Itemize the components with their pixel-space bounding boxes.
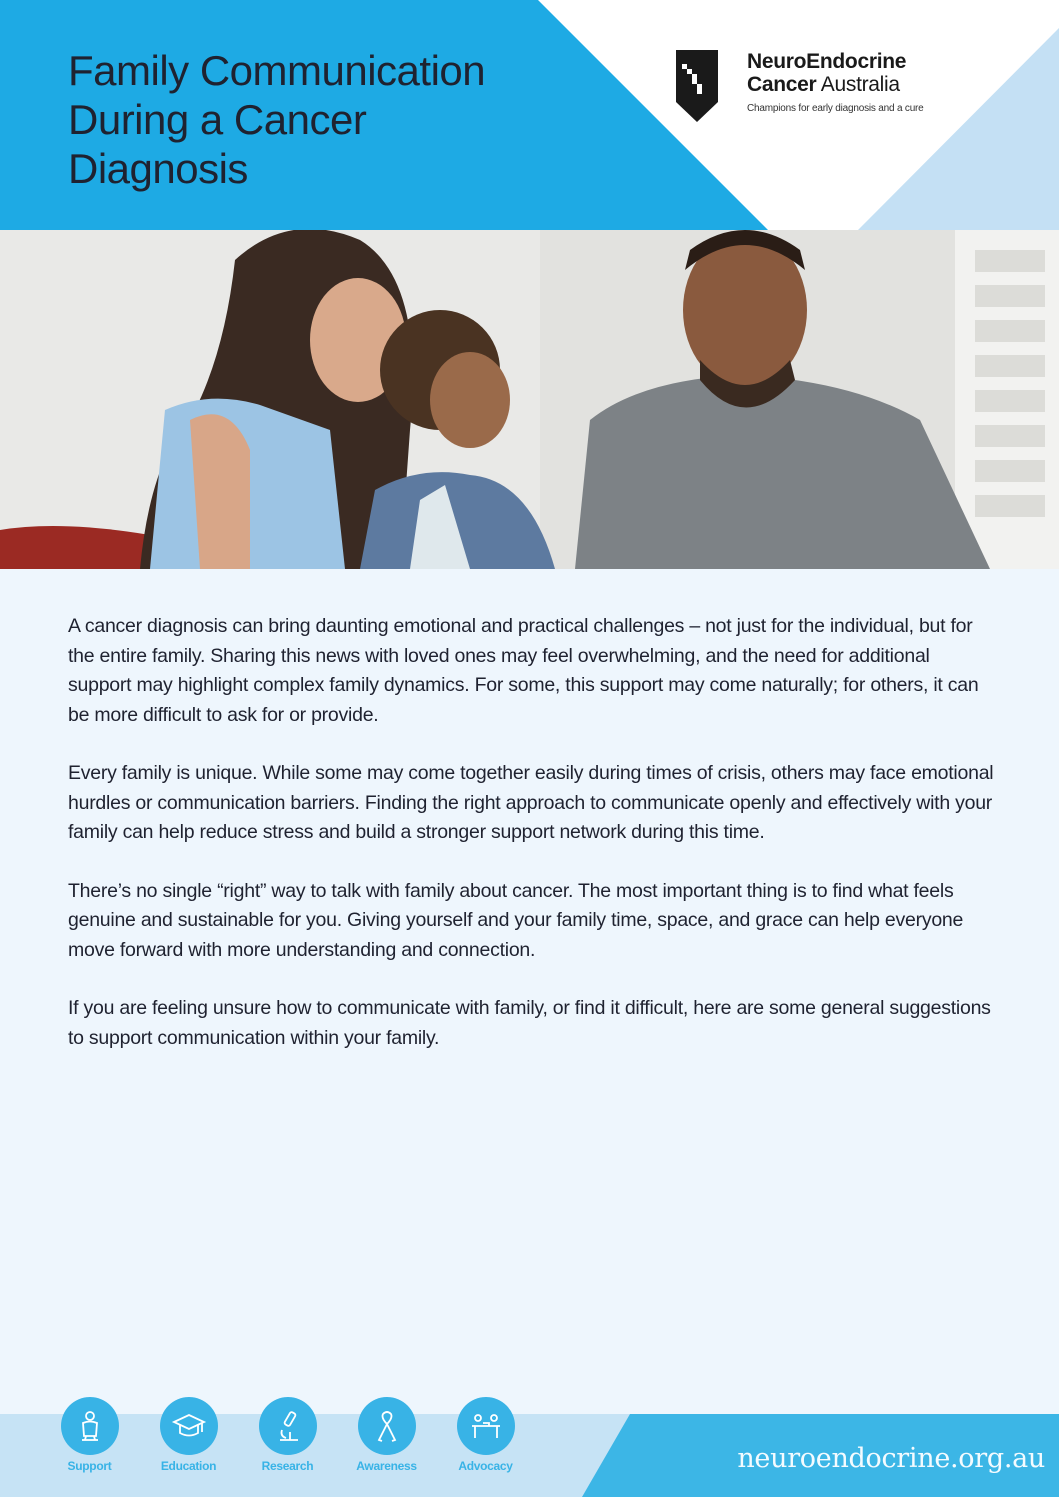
ribbon-icon [369, 1408, 405, 1444]
body-content [68, 612, 998, 1082]
hero-family-photo [0, 230, 1059, 569]
logo-name-line-2 [747, 73, 900, 97]
logo-name-line-1: NeuroEndocrine [747, 50, 907, 73]
pillar-label: Advocacy [458, 1459, 513, 1473]
logo-name-light: Australia [816, 73, 900, 96]
body-paragraph-2: Every family is unique. While some may come together easily during times of crisis, others may face emotional hurdles or communication barriers. Finding the right approach to communicate openly and effectively with your family can help reduce stress and build a stronger support network during this time. [68, 762, 994, 843]
pillar-advocacy [436, 1397, 535, 1487]
graduation-cap-icon [171, 1408, 207, 1444]
logo-tagline: Champions for early diagnosis and a cure [747, 103, 924, 114]
pillar-education [139, 1397, 238, 1487]
pillar-research [238, 1397, 337, 1487]
support-person-icon [72, 1408, 108, 1444]
page-title [68, 46, 588, 193]
shield-logo-icon [676, 50, 718, 122]
pillar-support [40, 1397, 139, 1487]
podium-icon [468, 1408, 504, 1444]
footer-pillars [40, 1397, 535, 1487]
body-paragraph-4: If you are feeling unsure how to communicate with family, or find it difficult, here are some general suggestions to support communication within your family. [68, 997, 991, 1049]
pillar-label: Education [160, 1459, 217, 1473]
organization-logo [676, 50, 966, 125]
pillar-label: Support [67, 1459, 112, 1473]
pillar-label: Awareness [356, 1459, 417, 1473]
pillar-label: Research [261, 1459, 314, 1473]
pillar-awareness [337, 1397, 436, 1487]
body-paragraph-3: There’s no single “right” way to talk with family about cancer. The most important thing is to find what feels genuine and sustainable for you. Giving yourself and your family time, space, and grace can help everyone move forward with more understanding and connection. [68, 879, 964, 961]
family-photo-illustration [0, 230, 1059, 569]
title-line-1: Family Communication [68, 47, 486, 94]
title-line-2: During a Cancer [68, 96, 367, 143]
logo-name-bold: Cancer [747, 73, 817, 96]
microscope-icon [270, 1408, 306, 1444]
title-line-3: Diagnosis [68, 145, 248, 192]
body-paragraph-1: A cancer diagnosis can bring daunting emotional and practical challenges – not just for the individual, but for the entire family. Sharing this news with loved ones may feel overwhelming, and the need for additional support may highlight complex family dynamics. For some, this support may come naturally; for others, it can be more difficult to ask for or provide. [68, 615, 979, 726]
website-link[interactable]: neuroendocrine.org.au [737, 1443, 1045, 1474]
